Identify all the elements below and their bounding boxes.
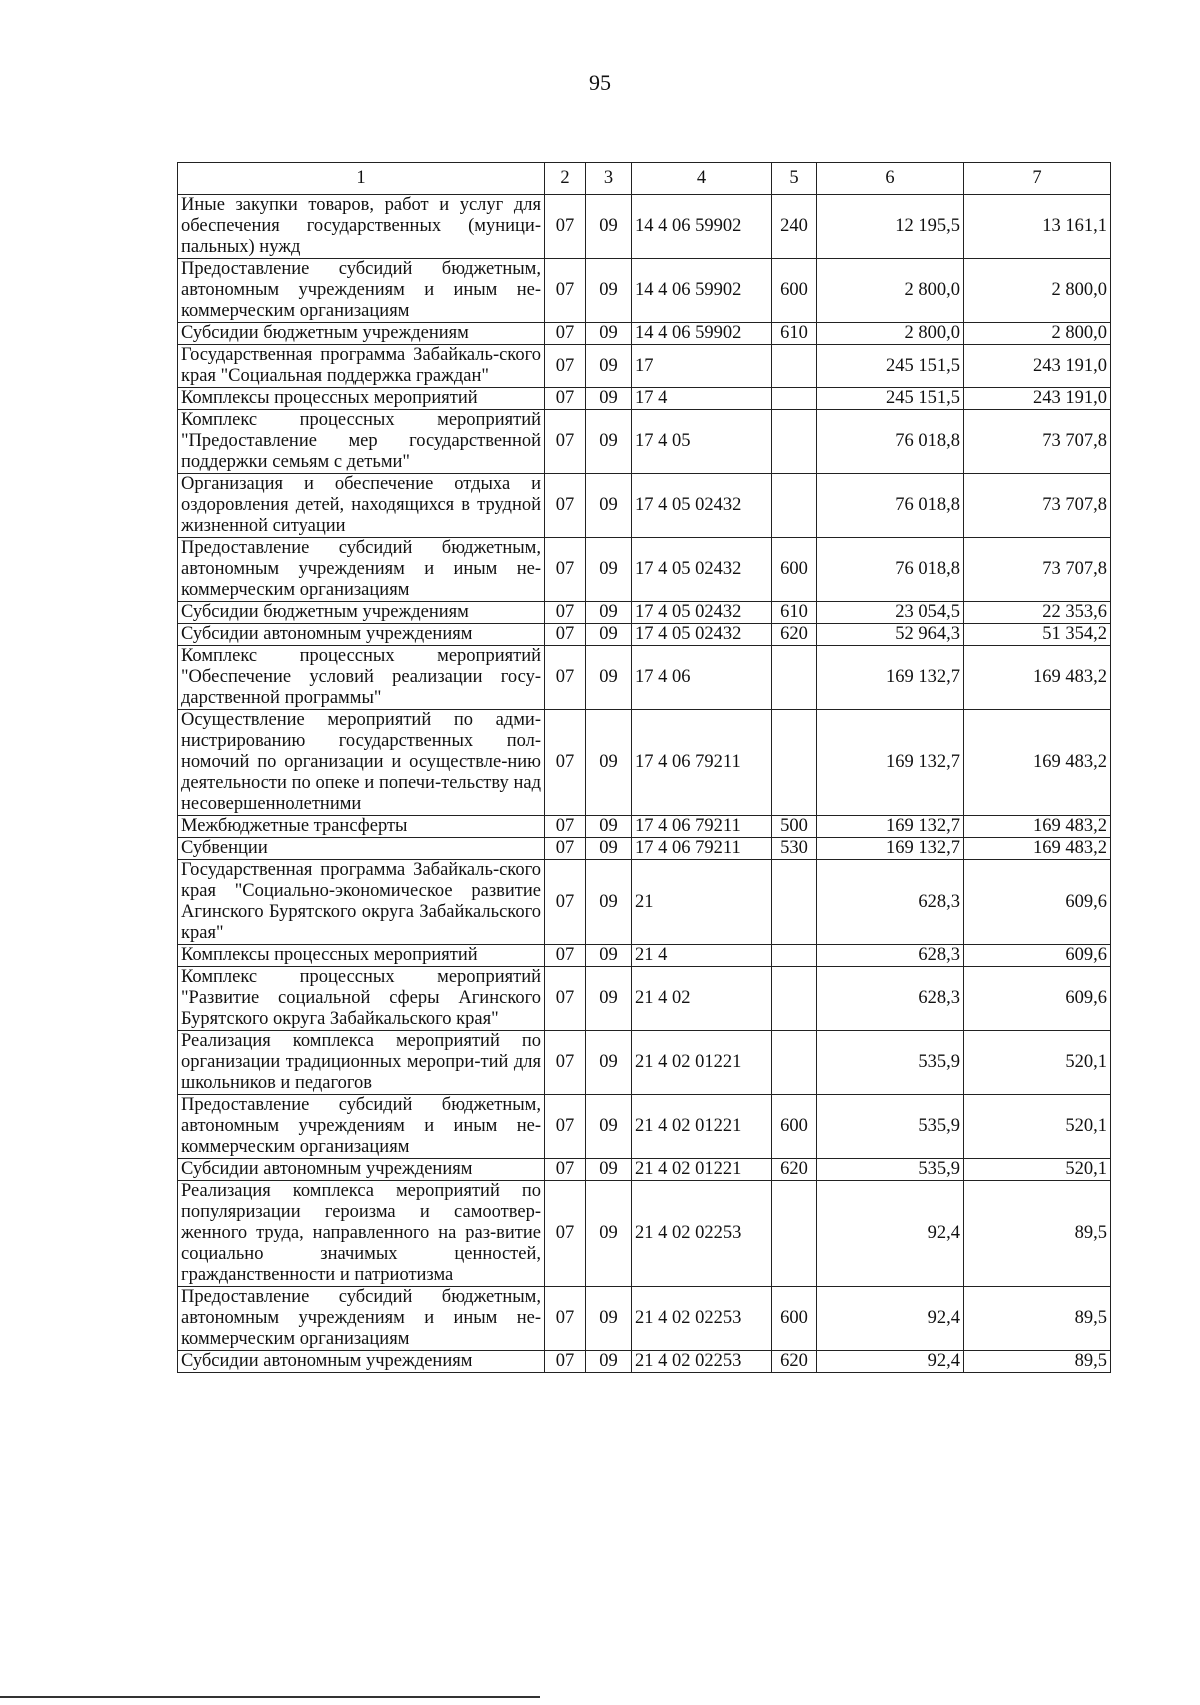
target-article-cell: 21 4 02 02253 [632,1351,772,1373]
amount-year2-cell: 169 483,2 [964,838,1111,860]
amount-year1-cell: 76 018,8 [817,410,964,474]
amount-year2-cell: 169 483,2 [964,816,1111,838]
target-article-cell: 17 4 05 02432 [632,538,772,602]
amount-year2-cell: 51 354,2 [964,624,1111,646]
target-article-cell: 17 4 05 02432 [632,624,772,646]
table-row [178,388,1111,410]
section-code-cell: 07 [545,602,586,624]
subsection-code-cell: 09 [586,474,632,538]
table-row [178,323,1111,345]
section-code-cell: 07 [545,1159,586,1181]
subsection-code-cell: 09 [586,195,632,259]
target-article-cell: 17 4 06 79211 [632,816,772,838]
row-name-cell: Предоставление субсидий бюджетным, автономным учреждениям и иным не-коммерческим организациям [178,259,545,323]
expense-type-cell [772,967,817,1031]
target-article-cell: 17 4 [632,388,772,410]
header-cell: 3 [586,163,632,195]
subsection-code-cell: 09 [586,602,632,624]
target-article-cell: 17 4 06 79211 [632,710,772,816]
target-article-cell: 17 4 05 02432 [632,602,772,624]
subsection-code-cell: 09 [586,945,632,967]
header-cell: 7 [964,163,1111,195]
row-name-cell: Межбюджетные трансферты [178,816,545,838]
target-article-cell: 21 4 02 01221 [632,1031,772,1095]
table-row [178,945,1111,967]
expense-type-cell [772,1181,817,1287]
table-row [178,967,1111,1031]
section-code-cell: 07 [545,1181,586,1287]
amount-year2-cell: 22 353,6 [964,602,1111,624]
amount-year1-cell: 76 018,8 [817,474,964,538]
amount-year2-cell: 243 191,0 [964,345,1111,388]
header-row [178,163,1111,195]
subsection-code-cell: 09 [586,1095,632,1159]
section-code-cell: 07 [545,538,586,602]
row-name-cell: Государственная программа Забайкаль-ского края "Социальная поддержка граждан" [178,345,545,388]
section-code-cell: 07 [545,410,586,474]
table-row [178,816,1111,838]
expense-type-cell: 600 [772,1095,817,1159]
expense-type-cell: 600 [772,259,817,323]
row-name-cell: Организация и обеспечение отдыха и оздоровления детей, находящихся в трудной жизненной ситуации [178,474,545,538]
amount-year2-cell: 13 161,1 [964,195,1111,259]
table-row [178,860,1111,945]
amount-year1-cell: 535,9 [817,1095,964,1159]
table-row [178,538,1111,602]
row-name-cell: Иные закупки товаров, работ и услуг для обеспечения государственных (муници-пальных) нужд [178,195,545,259]
target-article-cell: 21 4 02 02253 [632,1181,772,1287]
table-row [178,195,1111,259]
amount-year1-cell: 535,9 [817,1031,964,1095]
row-name-cell: Предоставление субсидий бюджетным, автономным учреждениям и иным не-коммерческим организациям [178,1287,545,1351]
row-name-cell: Субсидии автономным учреждениям [178,624,545,646]
section-code-cell: 07 [545,624,586,646]
row-name-cell: Субсидии автономным учреждениям [178,1351,545,1373]
target-article-cell: 17 4 05 02432 [632,474,772,538]
amount-year1-cell: 52 964,3 [817,624,964,646]
section-code-cell: 07 [545,1095,586,1159]
table-row [178,474,1111,538]
section-code-cell: 07 [545,323,586,345]
section-code-cell: 07 [545,1031,586,1095]
row-name-cell: Реализация комплекса мероприятий по организации традиционных меропри-тий для школьников и педагогов [178,1031,545,1095]
amount-year1-cell: 169 132,7 [817,816,964,838]
subsection-code-cell: 09 [586,646,632,710]
target-article-cell: 17 4 06 79211 [632,838,772,860]
table-row [178,838,1111,860]
subsection-code-cell: 09 [586,410,632,474]
section-code-cell: 07 [545,860,586,945]
target-article-cell: 21 4 [632,945,772,967]
page-number: 95 [589,70,611,95]
row-name-cell: Комплексы процессных мероприятий [178,388,545,410]
table-row [178,410,1111,474]
expense-type-cell [772,410,817,474]
expense-type-cell: 620 [772,624,817,646]
header-cell: 6 [817,163,964,195]
target-article-cell: 21 4 02 02253 [632,1287,772,1351]
expense-type-cell: 620 [772,1351,817,1373]
section-code-cell: 07 [545,646,586,710]
table-row [178,1159,1111,1181]
amount-year1-cell: 535,9 [817,1159,964,1181]
amount-year2-cell: 169 483,2 [964,710,1111,816]
target-article-cell: 17 [632,345,772,388]
table-row [178,1351,1111,1373]
table-row [178,646,1111,710]
section-code-cell: 07 [545,945,586,967]
subsection-code-cell: 09 [586,1351,632,1373]
section-code-cell: 07 [545,474,586,538]
amount-year1-cell: 76 018,8 [817,538,964,602]
header-cell: 1 [178,163,545,195]
amount-year1-cell: 23 054,5 [817,602,964,624]
row-name-cell: Предоставление субсидий бюджетным, автономным учреждениям и иным не-коммерческим организациям [178,1095,545,1159]
subsection-code-cell: 09 [586,1181,632,1287]
subsection-code-cell: 09 [586,838,632,860]
section-code-cell: 07 [545,1351,586,1373]
amount-year1-cell: 169 132,7 [817,710,964,816]
table-body [178,195,1111,1373]
amount-year2-cell: 609,6 [964,945,1111,967]
section-code-cell: 07 [545,259,586,323]
amount-year2-cell: 73 707,8 [964,538,1111,602]
row-name-cell: Комплекс процессных мероприятий "Обеспечение условий реализации госу-дарственной программы" [178,646,545,710]
amount-year2-cell: 520,1 [964,1031,1111,1095]
amount-year2-cell: 2 800,0 [964,259,1111,323]
expense-type-cell [772,710,817,816]
table-row [178,602,1111,624]
row-name-cell: Субвенции [178,838,545,860]
budget-table [177,162,1111,1373]
table-row [178,1095,1111,1159]
section-code-cell: 07 [545,838,586,860]
subsection-code-cell: 09 [586,538,632,602]
section-code-cell: 07 [545,195,586,259]
target-article-cell: 14 4 06 59902 [632,323,772,345]
amount-year1-cell: 628,3 [817,945,964,967]
expense-type-cell: 610 [772,323,817,345]
expense-type-cell [772,474,817,538]
target-article-cell: 21 4 02 01221 [632,1159,772,1181]
subsection-code-cell: 09 [586,388,632,410]
subsection-code-cell: 09 [586,624,632,646]
amount-year1-cell: 92,4 [817,1351,964,1373]
row-name-cell: Государственная программа Забайкаль-ского края "Социально-экономическое развитие Агинского Бурятского округа Забайкальского края" [178,860,545,945]
table-row [178,710,1111,816]
table-row [178,345,1111,388]
table-row [178,259,1111,323]
section-code-cell: 07 [545,710,586,816]
table-row [178,624,1111,646]
section-code-cell: 07 [545,967,586,1031]
table-row [178,1031,1111,1095]
amount-year2-cell: 89,5 [964,1181,1111,1287]
amount-year2-cell: 609,6 [964,860,1111,945]
row-name-cell: Комплексы процессных мероприятий [178,945,545,967]
table-row [178,1181,1111,1287]
amount-year2-cell: 169 483,2 [964,646,1111,710]
row-name-cell: Субсидии бюджетным учреждениям [178,602,545,624]
subsection-code-cell: 09 [586,816,632,838]
subsection-code-cell: 09 [586,259,632,323]
subsection-code-cell: 09 [586,345,632,388]
amount-year2-cell: 73 707,8 [964,410,1111,474]
target-article-cell: 21 [632,860,772,945]
footer-divider [0,1696,540,1698]
expense-type-cell [772,860,817,945]
subsection-code-cell: 09 [586,710,632,816]
amount-year2-cell: 89,5 [964,1351,1111,1373]
subsection-code-cell: 09 [586,967,632,1031]
row-name-cell: Комплекс процессных мероприятий "Развитие социальной сферы Агинского Бурятского округа Забайкальского края" [178,967,545,1031]
expense-type-cell: 620 [772,1159,817,1181]
amount-year1-cell: 12 195,5 [817,195,964,259]
expense-type-cell [772,1031,817,1095]
amount-year1-cell: 92,4 [817,1181,964,1287]
section-code-cell: 07 [545,345,586,388]
expense-type-cell: 240 [772,195,817,259]
row-name-cell: Субсидии автономным учреждениям [178,1159,545,1181]
row-name-cell: Предоставление субсидий бюджетным, автономным учреждениям и иным не-коммерческим организациям [178,538,545,602]
target-article-cell: 21 4 02 01221 [632,1095,772,1159]
expense-type-cell [772,345,817,388]
expense-type-cell [772,646,817,710]
header-cell: 2 [545,163,586,195]
expense-type-cell: 610 [772,602,817,624]
header-cell: 4 [632,163,772,195]
amount-year2-cell: 520,1 [964,1095,1111,1159]
amount-year2-cell: 73 707,8 [964,474,1111,538]
amount-year2-cell: 243 191,0 [964,388,1111,410]
amount-year2-cell: 609,6 [964,967,1111,1031]
target-article-cell: 17 4 06 [632,646,772,710]
target-article-cell: 14 4 06 59902 [632,195,772,259]
section-code-cell: 07 [545,816,586,838]
amount-year2-cell: 89,5 [964,1287,1111,1351]
row-name-cell: Комплекс процессных мероприятий "Предоставление мер государственной поддержки семьям с детьми" [178,410,545,474]
row-name-cell: Субсидии бюджетным учреждениям [178,323,545,345]
section-code-cell: 07 [545,1287,586,1351]
header-cell: 5 [772,163,817,195]
subsection-code-cell: 09 [586,1031,632,1095]
subsection-code-cell: 09 [586,323,632,345]
amount-year1-cell: 169 132,7 [817,646,964,710]
amount-year1-cell: 169 132,7 [817,838,964,860]
amount-year1-cell: 628,3 [817,860,964,945]
subsection-code-cell: 09 [586,1159,632,1181]
subsection-code-cell: 09 [586,1287,632,1351]
amount-year1-cell: 92,4 [817,1287,964,1351]
expense-type-cell: 600 [772,1287,817,1351]
expense-type-cell: 600 [772,538,817,602]
target-article-cell: 17 4 05 [632,410,772,474]
amount-year1-cell: 2 800,0 [817,259,964,323]
target-article-cell: 14 4 06 59902 [632,259,772,323]
expense-type-cell [772,388,817,410]
expense-type-cell: 500 [772,816,817,838]
section-code-cell: 07 [545,388,586,410]
table-row [178,1287,1111,1351]
amount-year1-cell: 245 151,5 [817,388,964,410]
subsection-code-cell: 09 [586,860,632,945]
row-name-cell: Осуществление мероприятий по адми-нистрированию государственных пол-номочий по организации и осуществле-нию деятельности по опеке и попечи-тельству над несовершеннолетними [178,710,545,816]
amount-year2-cell: 520,1 [964,1159,1111,1181]
expense-type-cell [772,945,817,967]
expense-type-cell: 530 [772,838,817,860]
amount-year1-cell: 245 151,5 [817,345,964,388]
amount-year1-cell: 628,3 [817,967,964,1031]
amount-year2-cell: 2 800,0 [964,323,1111,345]
row-name-cell: Реализация комплекса мероприятий по популяризации героизма и самоотвер-женного труда, направленного на раз-витие социально значимых ценностей, гражданственности и патриотизма [178,1181,545,1287]
amount-year1-cell: 2 800,0 [817,323,964,345]
target-article-cell: 21 4 02 [632,967,772,1031]
